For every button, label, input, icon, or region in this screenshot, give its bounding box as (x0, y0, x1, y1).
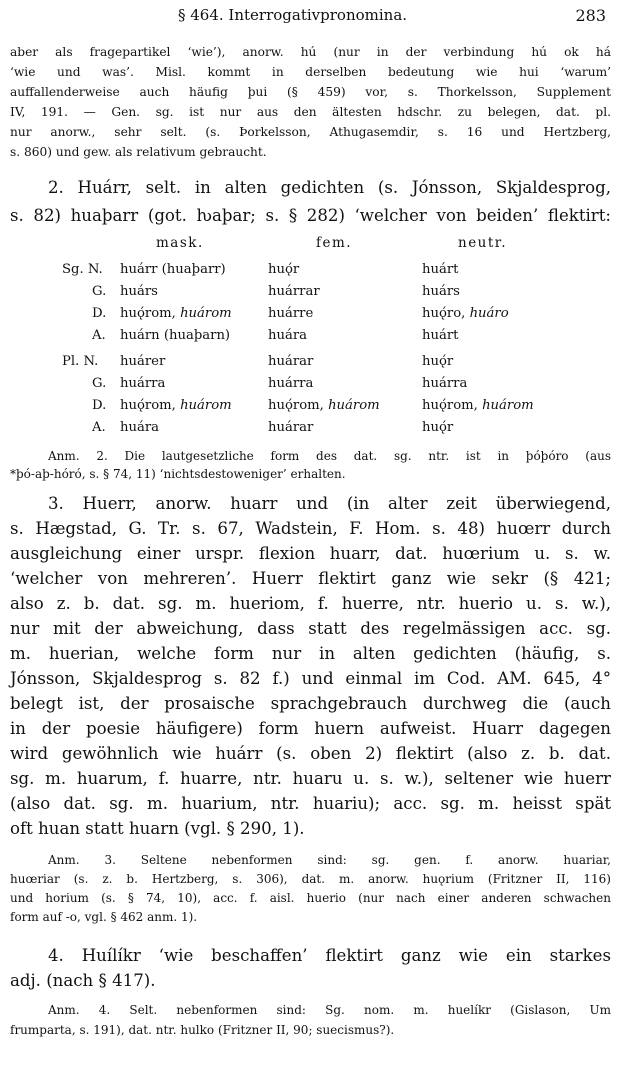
table-cell: huárr (huaþarr) (120, 262, 226, 277)
table-cell: huárar (268, 354, 314, 369)
text-line: 3. Huerr, anorw. huarr und (in alter zeit überwiegend, (48, 494, 611, 513)
table-cell: huǫ́rom, huárom (422, 398, 534, 413)
text-line: auffallenderweise auch häufig þui (§ 459) vor, s. Thorkelsson, Supplement (10, 85, 611, 99)
text-line: s. 82) huaþarr (got. ƕaþar; s. § 282) ‘welcher von beiden’ flektirt: (10, 206, 611, 225)
table-cell: huárra (120, 376, 166, 391)
note-line: Anm. 4. Selt. nebenformen sind: Sg. nom. m. huelíkr (Gislason, Um (48, 1003, 611, 1017)
case-label: G. (92, 284, 107, 299)
note-line: Anm. 3. Seltene nebenformen sind: sg. gen. f. anorw. huariar, (48, 853, 611, 867)
table-cell: huárra (422, 376, 468, 391)
text-line: (also dat. sg. m. huarium, ntr. huariu); acc. sg. m. heisst spät (10, 794, 611, 813)
text-line: wird gewöhnlich wie huárr (s. oben 2) flektirt (also z. b. dat. (10, 744, 611, 763)
text-line: oft huan statt huarn (vgl. § 290, 1). (10, 819, 305, 838)
note-line: frumparta, s. 191), dat. ntr. hulko (Fritzner II, 90; suecismus?). (10, 1023, 395, 1037)
column-header: neutr. (458, 235, 508, 251)
text-line: s. 860) und gew. als relativum gebraucht. (10, 145, 267, 159)
text-line: in der poesie häufigere) form huern aufweist. Huarr dagegen (10, 719, 611, 738)
case-label: Pl. N. (62, 354, 99, 369)
table-cell: huǫ́r (422, 354, 454, 369)
case-label: A. (92, 420, 106, 435)
column-header: fem. (316, 235, 353, 251)
text-line: IV, 191. — Gen. sg. ist nur aus den ältesten hdschr. zu belegen, dat. pl. (10, 105, 611, 119)
text-line: ausgleichung einer urspr. flexion huarr, dat. huœrium u. s. w. (10, 544, 611, 563)
text-line: belegt ist, der prosaische sprachgebrauch durchweg die (auch (10, 694, 611, 713)
table-cell: huǫ́r (268, 262, 300, 277)
case-label: D. (92, 398, 107, 413)
table-cell: huǫ́ro, huáro (422, 306, 509, 321)
table-cell: huárrar (268, 284, 320, 299)
page-number: 283 (575, 6, 606, 25)
table-cell: huára (120, 420, 160, 435)
note-line: Anm. 2. Die lautgesetzliche form des dat. sg. ntr. ist in þóþóro (aus (48, 449, 611, 463)
note-line: und horium (s. § 74, 10), acc. f. aisl. huerio (nur nach einer anderen schwachen (10, 891, 611, 905)
text-line: s. Hægstad, G. Tr. s. 67, Wadstein, F. Hom. s. 48) huœrr durch (10, 519, 611, 538)
note-line: form auf -o, vgl. § 462 anm. 1). (10, 910, 198, 924)
table-cell: huárs (120, 284, 158, 299)
table-cell: huǫ́rom, huárom (268, 398, 380, 413)
case-label: D. (92, 306, 107, 321)
table-cell: huárre (268, 306, 314, 321)
table-cell: huǫ́rom, huárom (120, 306, 232, 321)
running-title: § 464. Interrogativpronomina. (178, 6, 408, 24)
table-cell: huǫ́rom, huárom (120, 398, 232, 413)
table-cell: huárer (120, 354, 166, 369)
case-label: Sg. N. (62, 262, 103, 277)
table-cell: huárs (422, 284, 460, 299)
table-cell: huára (268, 328, 308, 343)
text-line: m. huerian, welche form nur in alten gedichten (häufig, s. (10, 644, 611, 663)
text-line: 2. Huárr, selt. in alten gedichten (s. Jónsson, Skjaldesprog, (48, 178, 611, 197)
table-cell: huárn (huaþarn) (120, 328, 231, 343)
text-line: nur anorw., sehr selt. (s. Þorkelsson, Athugasemdir, s. 16 und Hertzberg, (10, 125, 611, 139)
case-label: G. (92, 376, 107, 391)
case-label: A. (92, 328, 106, 343)
running-header (10, 6, 610, 30)
column-header: mask. (156, 235, 204, 251)
text-line: ‘welcher von mehreren’. Huerr flektirt ganz wie sekr (§ 421; (10, 569, 611, 588)
text-line: 4. Huílíkr ‘wie beschaffen’ flektirt ganz wie ein starkes (48, 946, 611, 965)
table-cell: huárt (422, 328, 459, 343)
text-line: aber als fragepartikel ‘wie’), anorw. hú (nur in der verbindung hú ok há (10, 45, 611, 59)
table-cell: huárt (422, 262, 459, 277)
text-line: Jónsson, Skjaldesprog s. 82 f.) und einmal im Cod. AM. 645, 4° (10, 669, 611, 688)
table-cell: huárra (268, 376, 314, 391)
text-line: nur mit der abweichung, dass statt des regelmässigen acc. sg. (10, 619, 611, 638)
text-line: also z. b. dat. sg. m. hueriom, f. huerre, ntr. huerio u. s. w.), (10, 594, 611, 613)
note-line: *þó-aþ-hóró, s. § 74, 11) ‘nichtsdestoweniger’ erhalten. (10, 467, 346, 481)
table-cell: huǫ́r (422, 420, 454, 435)
table-cell: huárar (268, 420, 314, 435)
text-line: adj. (nach § 417). (10, 971, 156, 990)
note-line: huœriar (s. z. b. Hertzberg, s. 306), dat. m. anorw. huǫrium (Fritzner II, 116) (10, 872, 611, 886)
text-line: sg. m. huarum, f. huarre, ntr. huaru u. s. w.), seltener wie huerr (10, 769, 611, 788)
text-line: ‘wie und was’. Misl. kommt in derselben bedeutung wie hui ‘warum’ (10, 65, 611, 79)
